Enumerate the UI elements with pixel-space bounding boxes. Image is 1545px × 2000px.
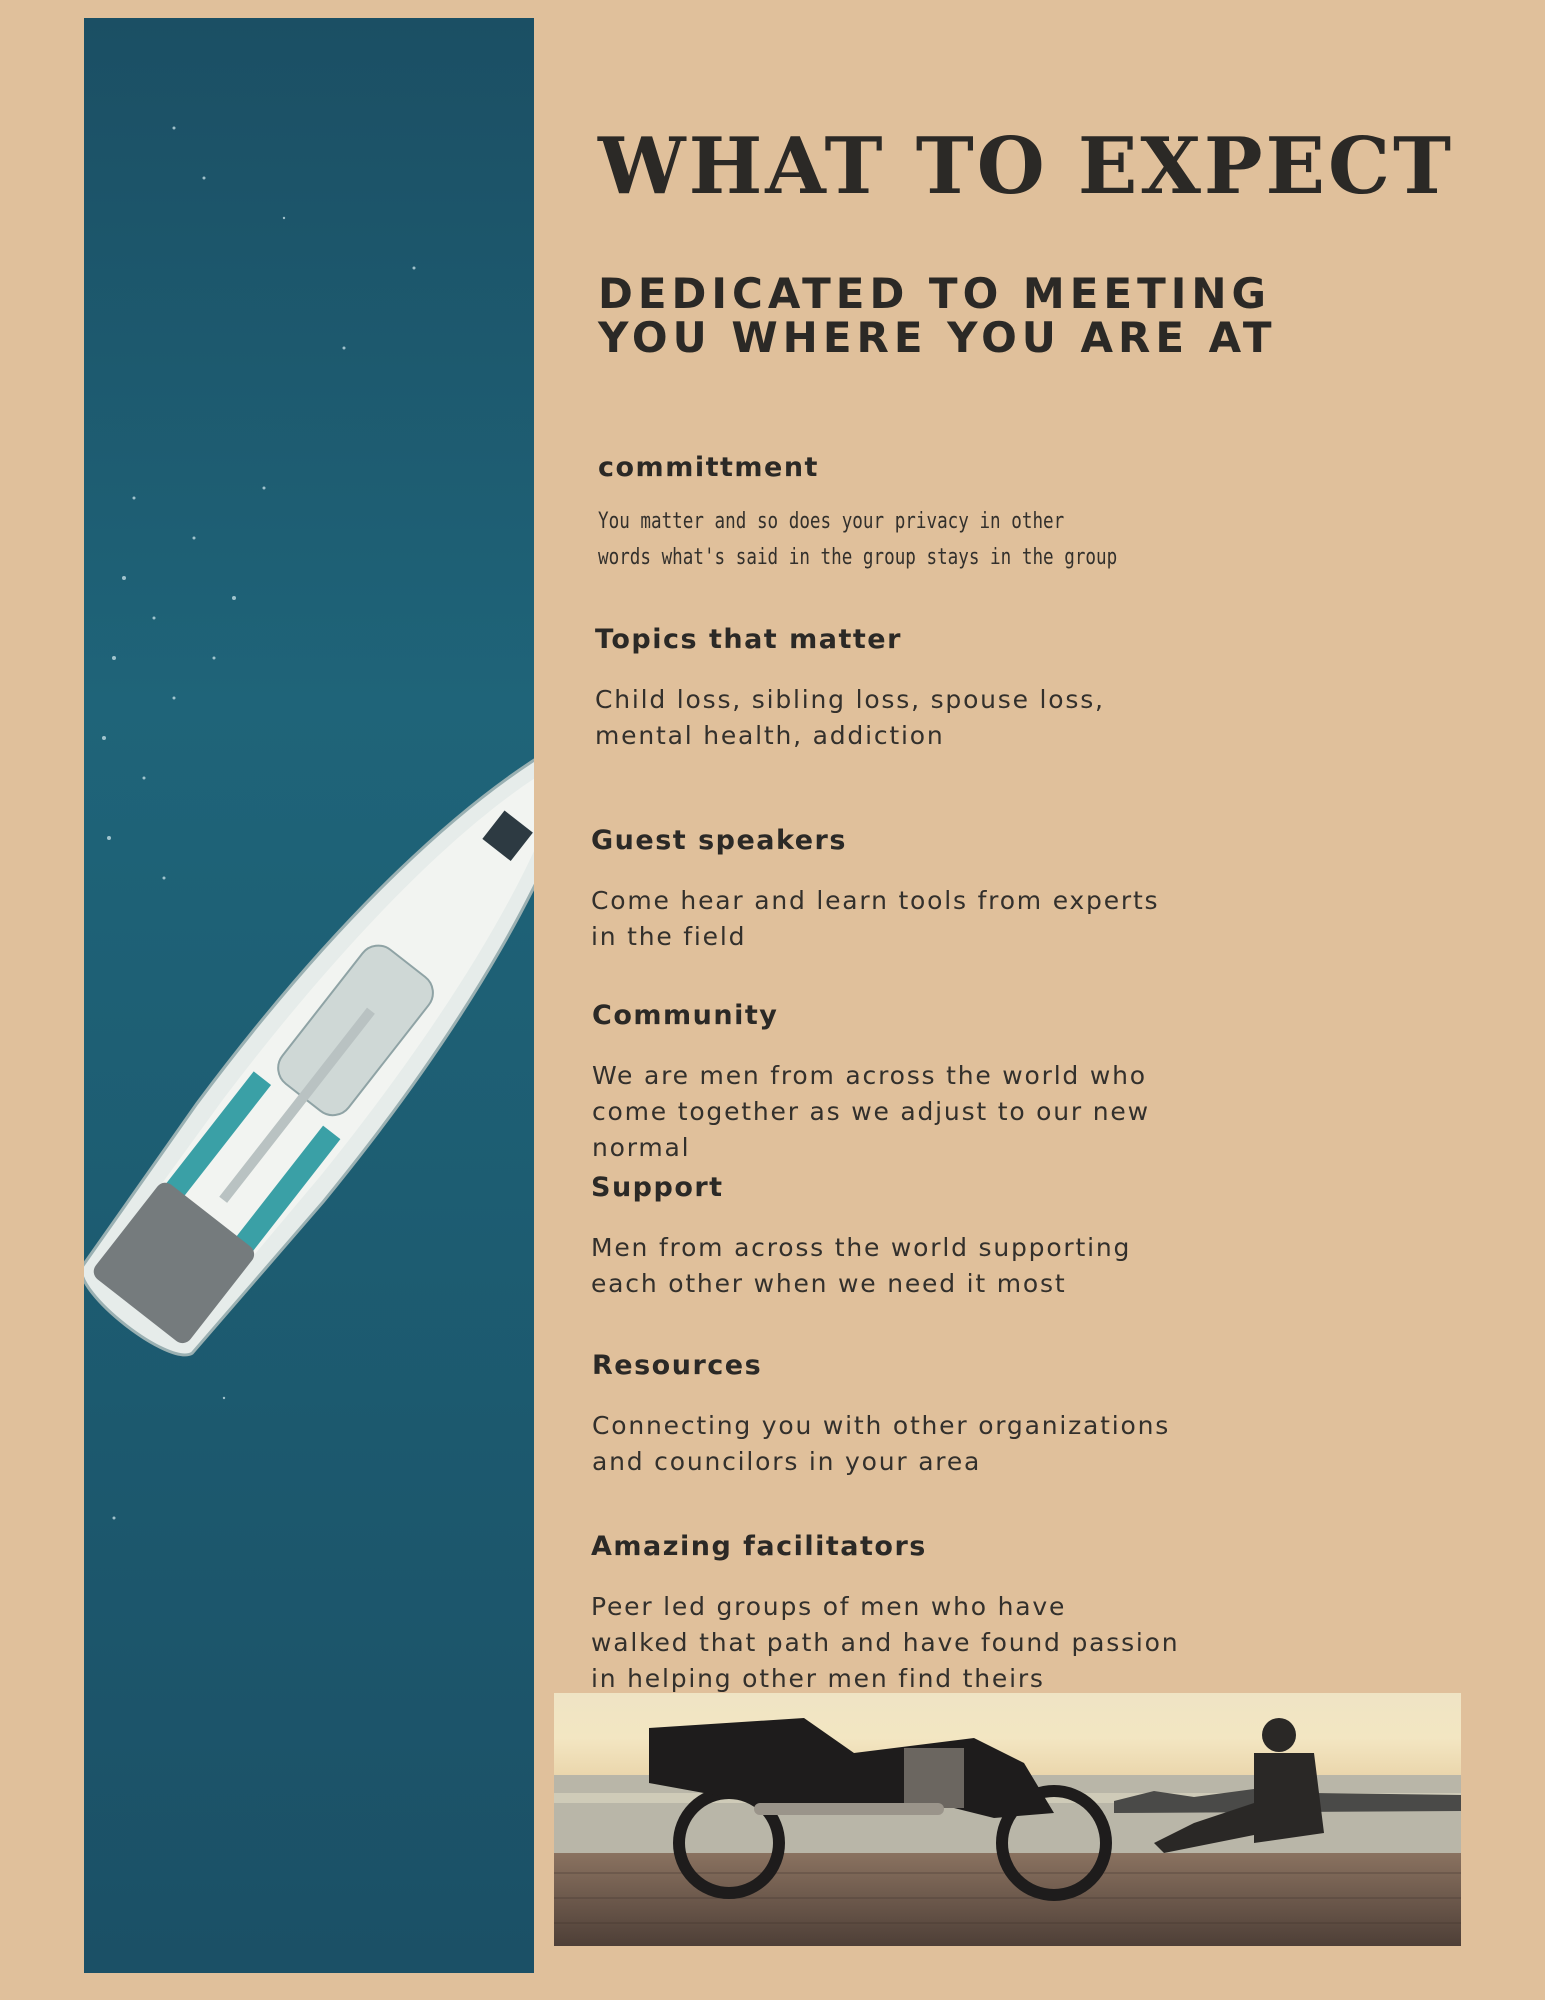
section-body: Men from across the world supporting each other when we need it most [591, 1233, 1132, 1299]
motorcycle-sunset-photo [554, 1693, 1461, 1946]
section-community [592, 1000, 1292, 1166]
section-commitment [598, 452, 1298, 576]
section-resources [592, 1350, 1292, 1480]
page-subtitle: DEDICATED TO MEETING YOU WHERE YOU ARE AT [598, 269, 1277, 362]
page-title: WHAT TO EXPECT [598, 121, 1455, 212]
section-heading: Support [591, 1172, 724, 1203]
section-body: Child loss, sibling loss, spouse loss, mental health, addiction [595, 685, 1105, 751]
section-heading: Amazing facilitators [591, 1531, 927, 1562]
sailboat-ocean-photo [84, 18, 534, 1973]
section-heading: Topics that matter [595, 624, 902, 655]
section-heading: Resources [592, 1350, 763, 1381]
section-facilitators [591, 1531, 1291, 1697]
section-heading: Guest speakers [591, 825, 847, 856]
section-body: We are men from across the world who come together as we adjust to our new normal [592, 1061, 1150, 1163]
section-body: Connecting you with other organizations and councilors in your area [592, 1411, 1171, 1477]
section-body: You matter and so does your privacy in other words what's said in the group stays in the group [598, 509, 1118, 571]
section-support [591, 1172, 1291, 1302]
section-body: Come hear and learn tools from experts in the field [591, 886, 1160, 952]
section-body: Peer led groups of men who have walked that path and have found passion in helping other men find theirs [591, 1592, 1180, 1694]
section-topics [595, 624, 1295, 754]
section-heading: Community [592, 1000, 779, 1031]
section-guest-speakers [591, 825, 1291, 955]
section-heading: committment [598, 452, 819, 483]
